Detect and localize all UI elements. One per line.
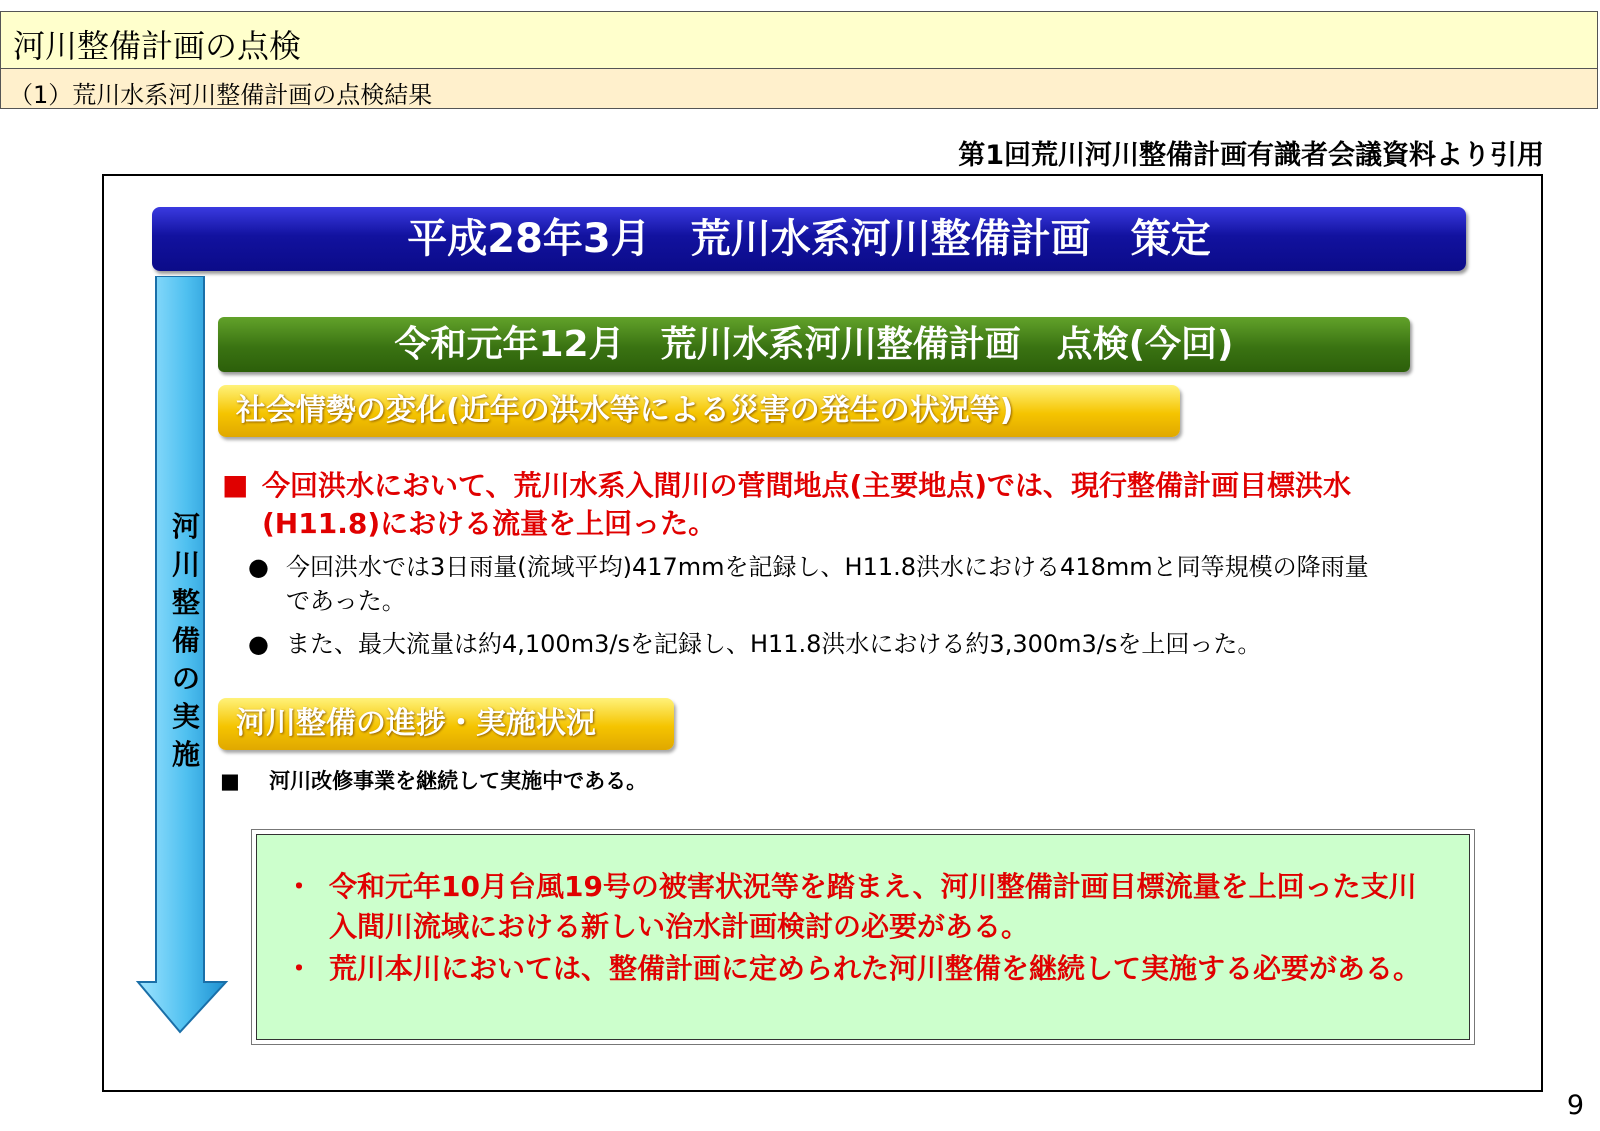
plan-review-banner: 令和元年12月 荒川水系河川整備計画 点検(今回)	[218, 317, 1410, 372]
progress-text: 河川改修事業を継続して実施中である。	[269, 769, 648, 793]
arrow-label-char: 施	[171, 738, 200, 771]
main-finding	[222, 467, 1382, 543]
bullet-dot-icon: ●	[248, 553, 269, 581]
sub-bullet-item	[248, 550, 1388, 618]
sub-bullet-text: また、最大流量は約4,100m3/sを記録し、H11.8洪水における約3,300m3/sを上回った。	[286, 630, 1262, 658]
conclusion-item	[285, 949, 1425, 989]
bullet-square-icon: ■	[220, 769, 240, 793]
page-subtitle: （1）荒川水系河川整備計画の点検結果	[9, 81, 433, 109]
page-title-bar	[0, 11, 1598, 69]
main-finding-text: 今回洪水において、荒川水系入間川の菅間地点(主要地点)では、現行整備計画目標洪水(H11.8)における流量を上回った。	[262, 469, 1352, 540]
progress-heading: 河川整備の進捗・実施状況	[218, 698, 674, 750]
arrow-label-char: 河	[171, 510, 200, 543]
conclusion-text: 荒川本川においては、整備計画に定められた河川整備を継続して実施する必要がある。	[329, 952, 1422, 985]
arrow-label-char: 川	[171, 548, 200, 581]
page-number: 9	[1566, 1090, 1584, 1121]
sub-bullet-item	[248, 627, 1388, 661]
progress-item	[220, 765, 647, 795]
arrow-label-char: 整	[171, 586, 200, 619]
arrow-label-char: の	[171, 662, 200, 695]
arrow-label-char: 実	[171, 700, 200, 733]
source-note: 第1回荒川河川整備計画有識者会議資料より引用	[958, 140, 1544, 171]
page-subtitle-bar	[0, 68, 1598, 109]
plan-established-banner: 平成28年3月 荒川水系河川整備計画 策定	[152, 207, 1466, 271]
bullet-square-icon: ■	[222, 468, 249, 501]
bullet-dot-icon: ・	[285, 870, 314, 903]
bullet-dot-icon: ●	[248, 630, 269, 658]
arrow-label	[166, 508, 206, 774]
page-title: 河川整備計画の点検	[13, 27, 302, 65]
conclusion-item	[285, 867, 1425, 947]
conclusion-box	[256, 834, 1470, 1040]
bullet-dot-icon: ・	[285, 952, 314, 985]
social-change-heading: 社会情勢の変化(近年の洪水等による災害の発生の状況等)	[218, 385, 1180, 437]
arrow-label-char: 備	[171, 624, 200, 657]
sub-bullet-text: 今回洪水では3日雨量(流域平均)417mmを記録し、H11.8洪水における418mmと同等規模の降雨量であった。	[286, 553, 1369, 615]
conclusion-text: 令和元年10月台風19号の被害状況等を踏まえ、河川整備計画目標流量を上回った支川入間川流域における新しい治水計画検討の必要がある。	[329, 870, 1417, 943]
